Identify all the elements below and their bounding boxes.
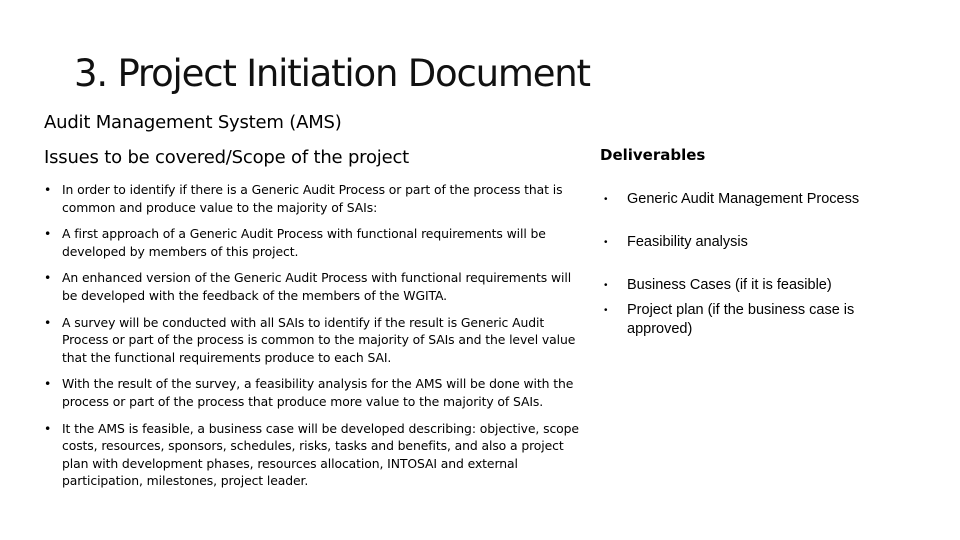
bullet-icon: • — [604, 280, 608, 291]
slide-subtitle: Audit Management System (AMS) — [44, 112, 342, 133]
deliverable-item — [604, 233, 894, 252]
scope-item-text: A survey will be conducted with all SAIs to identify if the result is Generic Audit Process or part of the process is common to the majority of SAIs and the level value that the functional requirements produce to each SAI. — [62, 314, 576, 365]
scope-item-text: An enhanced version of the Generic Audit Process with functional requirements will be developed with the feedback of the members of the WGITA. — [62, 270, 572, 303]
scope-item-text: With the result of the survey, a feasibility analysis for the AMS will be done with the process or part of the process that produce more value to the majority of SAIs. — [62, 376, 574, 409]
bullet-icon: • — [604, 305, 608, 316]
scope-item — [44, 269, 584, 304]
bullet-icon: • — [44, 182, 52, 197]
deliverable-item-text: Project plan (if the business case is approved) — [627, 302, 855, 337]
scope-item — [44, 225, 584, 260]
bullet-icon: • — [44, 314, 52, 330]
deliverables-list — [604, 190, 894, 339]
slide-title: 3. Project Initiation Document — [74, 52, 590, 95]
bullet-icon: • — [44, 420, 52, 436]
bullet-icon: • — [44, 226, 52, 242]
scope-item — [44, 420, 584, 490]
bullet-icon: • — [44, 270, 52, 286]
bullet-icon: • — [604, 237, 608, 248]
scope-item-text: In order to identify if there is a Generic Audit Process or part of the process that is common and produce value to the majority of SAIs: — [62, 182, 563, 215]
deliverable-item-text: Business Cases (if it is feasible) — [627, 277, 832, 293]
scope-item — [44, 181, 584, 216]
scope-item — [44, 314, 584, 367]
scope-item-text: It the AMS is feasible, a business case will be developed describing: objective, scope costs, resources, sponsors, schedules, risks, tasks and benefits, and also a project plan with development phases, resources allocation, INTOSAI and external participation, milestones, project leader. — [62, 420, 579, 489]
scope-item-text: A first approach of a Generic Audit Process with functional requirements will be developed by members of this project. — [62, 226, 546, 259]
scope-item — [44, 375, 584, 410]
deliverable-item — [604, 190, 894, 209]
bullet-icon: • — [44, 376, 52, 392]
bullet-icon: • — [604, 194, 608, 205]
scope-heading: Issues to be covered/Scope of the project — [44, 147, 410, 168]
scope-list — [44, 181, 584, 499]
deliverable-item — [604, 276, 894, 295]
deliverables-heading: Deliverables — [600, 146, 706, 164]
deliverable-item — [604, 301, 894, 339]
deliverable-item-text: Feasibility analysis — [627, 234, 748, 250]
deliverable-item-text: Generic Audit Management Process — [627, 191, 860, 207]
